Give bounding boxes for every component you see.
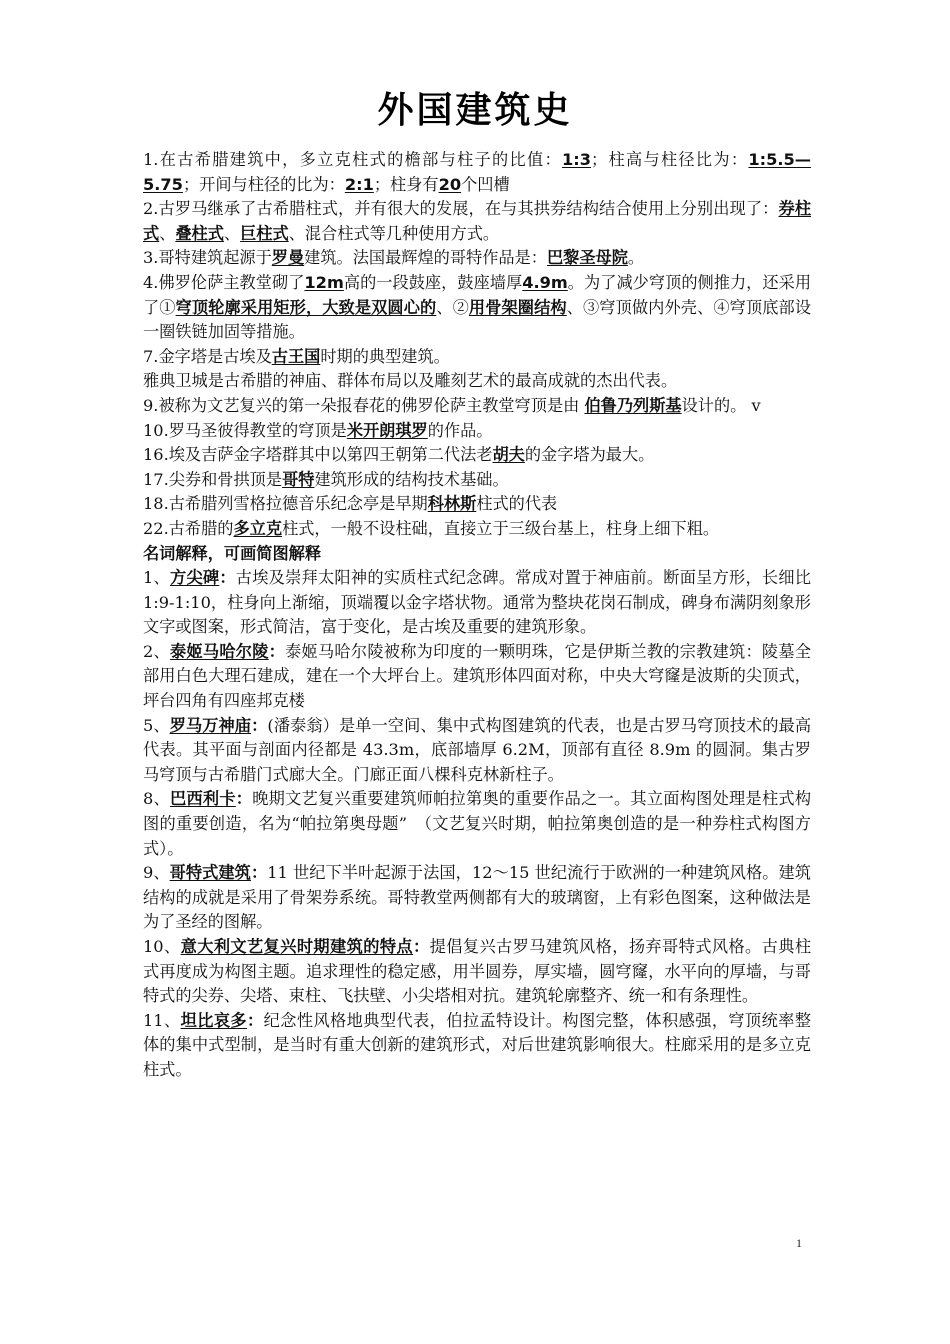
definition-10 — [143, 935, 811, 1009]
text: 的金字塔为最大。 — [524, 445, 655, 465]
answer: 穹顶轮廓采用矩形，大致是双圆心的 — [175, 297, 437, 317]
definition-9 — [143, 861, 811, 935]
text: 的作品。 — [427, 420, 493, 440]
definition-term: 坦比哀多 — [180, 1010, 248, 1030]
text: 2.古罗马继承了古希腊柱式，并有很大的发展，在与其拱券结构结合使用上分别出现了： — [143, 199, 779, 219]
definition-number: 11、 — [143, 1010, 181, 1030]
answer: 伯鲁乃列斯基 — [584, 395, 682, 415]
text: ： — [268, 641, 286, 661]
answer: 用骨架圈结构 — [468, 297, 567, 317]
text: 1.在古希腊建筑中，多立克柱式的檐部与柱子的比值： — [143, 150, 562, 169]
text: 、混合柱式等几种使用方式。 — [288, 223, 500, 243]
definition-number: 8、 — [143, 789, 170, 809]
text: 高的一段鼓座，鼓座墙厚 — [343, 272, 523, 292]
text: 。为了减少穹顶的侧推力，还采用了① — [143, 272, 812, 317]
text: 、③穹顶做内外壳、④穹顶底部设一圈铁链加固等措施。 — [143, 297, 812, 342]
definition-text: 古埃及崇拜太阳神的实质柱式纪念碑。常成对置于神庙前。断面呈方形，长细比 1:9-1:10，柱身向上渐缩，顶端覆以金字塔状物。通常为整块花岗石制成，碑身布满阴刻象形文字或图案，形式简洁，富于变化，是古埃及重要的建筑形象。 — [143, 568, 812, 637]
text: 、 — [223, 223, 241, 243]
definition-2 — [143, 640, 811, 714]
answer: 2:1 — [344, 174, 374, 194]
answer: 胡夫 — [492, 445, 525, 465]
item-16 — [143, 443, 811, 468]
text: 个凹槽 — [461, 174, 510, 194]
text: 16.埃及吉萨金字塔群其中以第四王朝第二代法老 — [143, 445, 493, 465]
item-4 — [143, 271, 811, 345]
text: 3.哥特建筑起源于 — [143, 248, 272, 268]
text: 设计的。 v — [681, 395, 761, 415]
definition-5 — [143, 714, 811, 788]
definition-text: 纪念性风格地典型代表，伯拉孟特设计。构图完整，体积感强，穹顶统率整体的集中式型制，是当时有重大创新的建筑形式，对后世建筑影响很大。柱廊采用的是多立克柱式。 — [143, 1010, 812, 1079]
definition-number: 9、 — [143, 863, 170, 883]
text: ： — [251, 715, 268, 735]
text: 7.金字塔是古埃及 — [143, 346, 272, 366]
text: 9.被称为文艺复兴的第一朵报春花的佛罗伦萨主教堂穹顶是由 — [143, 395, 585, 415]
definition-1 — [143, 566, 811, 640]
text: ： — [413, 937, 430, 956]
text: 18.古希腊列雪格拉德音乐纪念亭是早期 — [143, 494, 428, 514]
text: 4.佛罗伦萨主教堂砌了 — [143, 272, 305, 292]
definition-text: (潘泰翁）是单一空间、集中式构图建筑的代表，也是古罗马穹顶技术的最高代表。其平面与剖面内径都是 43.3m，底部墙厚 6.2M，顶部有直径 8.9m 的圆洞。集古罗马穹顶与古希腊门式廊大全。门廊正面八棵科克林新柱子。 — [143, 715, 812, 784]
answer: 科林斯 — [427, 494, 477, 514]
item-22 — [143, 517, 811, 542]
document-body — [143, 148, 811, 1083]
answer: 1:5.5—5.75 — [143, 150, 811, 194]
answer: 4.9m — [522, 272, 568, 292]
definition-text: 晚期文艺复兴重要建筑师帕拉第奥的重要作品之一。其立面构图处理是柱式构图的重要创造，名为“帕拉第奥母题” （文艺复兴时期，帕拉第奥创造的是一种券柱式构图方式）。 — [143, 789, 812, 858]
text: ： — [235, 789, 253, 809]
text: 柱式的代表 — [476, 494, 558, 514]
definition-8 — [143, 787, 811, 861]
definition-text: 11 世纪下半叶起源于法国，12～15 世纪流行于欧洲的一种建筑风格。建筑结构的成就是采用了骨架券系统。哥特教堂两侧都有大的玻璃窗，上有彩色图案，这种做法是为了圣经的图解。 — [143, 863, 811, 932]
text: 、 — [159, 223, 176, 243]
definition-text: 泰姬马哈尔陵被称为印度的一颗明珠，它是伊斯兰教的宗教建筑：陵墓全部用白色大理石建成，建在一个大坪台上。建筑形体四面对称，中央大穹窿是波斯的尖顶式，坪台四角有四座邦克楼 — [143, 641, 812, 711]
text: 17.尖券和骨拱顶是 — [143, 469, 283, 489]
text: 22.古希腊的 — [143, 518, 234, 538]
item-18 — [143, 492, 811, 517]
answer: 米开朗琪罗 — [346, 420, 428, 440]
definition-number: 2、 — [143, 641, 170, 661]
item-1 — [143, 148, 811, 197]
answer: 叠柱式 — [175, 223, 224, 243]
text: ： — [247, 1010, 264, 1030]
answer: 1:3 — [561, 150, 591, 169]
text: 柱式，一般不设柱础，直接立于三级台基上，柱身上细下粗。 — [282, 518, 720, 538]
answer: 巨柱式 — [240, 223, 289, 243]
answer: 罗曼 — [271, 248, 305, 268]
text: 建筑。法国最辉煌的哥特作品是： — [304, 248, 547, 268]
item-3 — [143, 246, 811, 271]
section-heading: 名词解释，可画简图解释 — [143, 543, 322, 563]
definition-number: 10、 — [143, 937, 181, 956]
definition-term: 哥特式建筑 — [169, 863, 251, 883]
item-2 — [143, 197, 811, 246]
definition-term: 方尖碑 — [170, 568, 220, 588]
definition-term: 巴西利卡 — [170, 789, 236, 809]
text: ： — [250, 863, 268, 883]
text: ： — [219, 568, 236, 588]
item-7 — [143, 345, 811, 370]
answer: 哥特 — [282, 469, 315, 489]
page-title: 外国建筑史 — [377, 90, 573, 131]
text: 。 — [627, 248, 645, 268]
answer: 巴黎圣母院 — [546, 248, 628, 268]
page-number: 1 — [796, 1236, 802, 1250]
item-17 — [143, 468, 811, 493]
definition-text: 提倡复兴古罗马建筑风格，扬弃哥特式风格。古典柱式再度成为构图主题。追求理性的稳定感，用半圆券，厚实墙，圆穹窿，水平向的厚墙，与哥特式的尖券、尖塔、束柱、飞扶壁、小尖塔相对抗。建筑轮廓整齐、统一和有条理性。 — [143, 937, 812, 1006]
item-8: 雅典卫城是古希腊的神庙、群体布局以及雕刻艺术的最高成就的杰出代表。 — [143, 371, 678, 391]
answer: 20 — [438, 174, 462, 194]
text: 时期的典型建筑。 — [320, 346, 450, 366]
text: ；柱高与柱径比为： — [590, 150, 749, 169]
answer: 多立克 — [233, 518, 283, 538]
definition-term: 泰姬马哈尔陵 — [170, 641, 269, 661]
text: 建筑形成的结构技术基础。 — [314, 469, 509, 489]
answer: 古王国 — [271, 346, 321, 366]
definition-term: 意大利文艺复兴时期建筑的特点 — [180, 937, 414, 956]
text: ；柱身有 — [373, 174, 439, 194]
text: 10.罗马圣彼得教堂的穹顶是 — [143, 420, 347, 440]
definition-number: 5、 — [143, 715, 170, 735]
definition-term: 罗马万神庙 — [169, 715, 252, 735]
item-10 — [143, 419, 811, 444]
answer: 12m — [304, 272, 344, 292]
definition-11 — [143, 1009, 811, 1083]
answer: 券柱式 — [143, 199, 812, 243]
definition-number: 1、 — [143, 568, 170, 588]
text: 、② — [436, 297, 469, 317]
item-9 — [143, 394, 811, 419]
text: ；开间与柱径的比为： — [182, 174, 345, 194]
